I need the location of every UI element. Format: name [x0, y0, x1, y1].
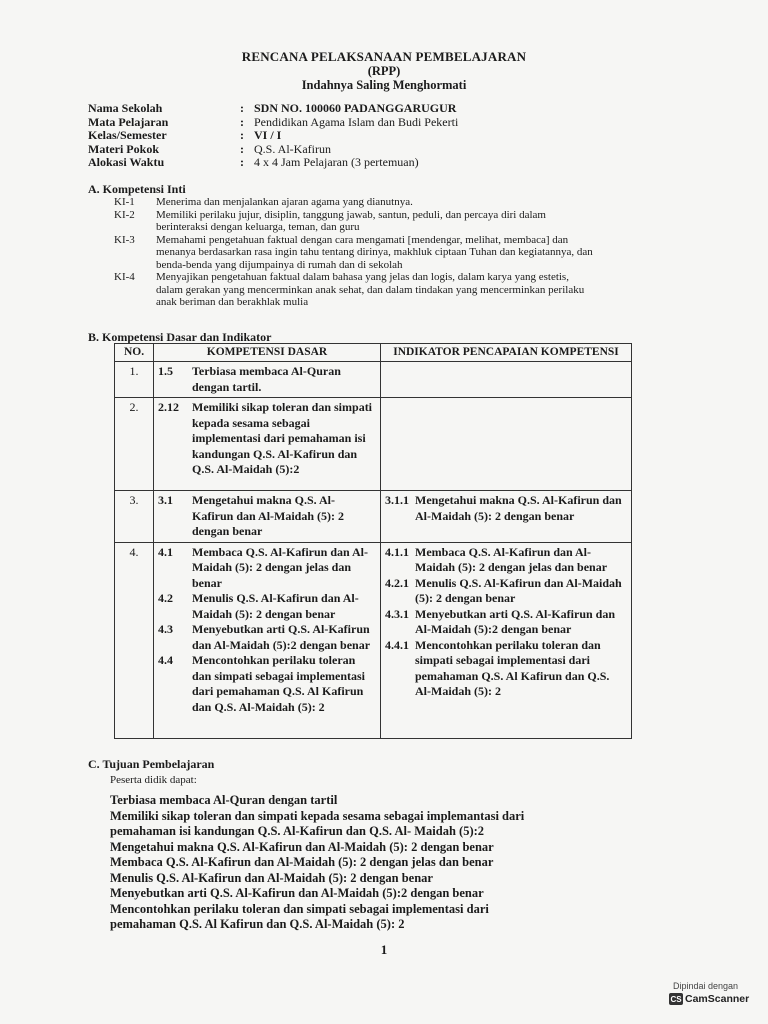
ki-code: KI-2	[114, 208, 135, 221]
page-number: 1	[380, 942, 388, 957]
identity-row	[88, 116, 458, 130]
kd-number: 4.1	[158, 544, 173, 559]
identity-value: SDN NO. 100060 PADANGGARUGUR	[254, 101, 457, 115]
kd-text: Mengetahui makna Q.S. Al-Kafirun dan Al-Maidah (5): 2 dengan benar	[192, 493, 345, 538]
kd-number: 4.3	[158, 622, 173, 636]
kd-cell	[154, 398, 381, 491]
identity-colon: :	[240, 114, 244, 129]
goal-line: Mencontohkan perilaku toleran dan simpati sebagai implementasi dari	[110, 901, 489, 916]
section-c-heading: C. Tujuan Pembelajaran	[88, 757, 215, 771]
goal-line: pemahaman Q.S. Al Kafirun dan Q.S. Al-Maidah (5): 2	[110, 917, 405, 931]
scanner-brand	[669, 993, 759, 1005]
kd-cell	[154, 491, 381, 543]
kd-text: Mencontohkan perilaku toleran dan simpati sebagai implementasi dari pemahaman Q.S. Al Kafirun dan Q.S. Al-Maidah (5): 2	[192, 653, 366, 714]
identity-label: Materi Pokok	[88, 141, 159, 156]
kd-number: 1.5	[158, 364, 173, 378]
document-title-block	[0, 50, 768, 92]
indikator-number: 4.2.1	[385, 575, 409, 590]
ki-line: anak beriman dan berakhlak mulia	[156, 296, 309, 308]
indikator-text: Mencontohkan perilaku toleran dan simpati sebagai implementasi dari pemahaman Q.S. Al Kafirun dan Q.S. Al-Maidah (5): 2	[415, 637, 610, 698]
indikator-item	[385, 545, 627, 576]
document-theme: Indahnya Saling Menghormati	[301, 78, 467, 92]
ki-text	[156, 196, 648, 209]
kd-text: Memiliki sikap toleran dan simpati kepada sesama sebagai implementasi dari pemahaman isi kandungan Q.S. Al-Kafirun dan Q.S. Al-Maidah (5):2	[192, 400, 373, 476]
camscanner-watermark	[669, 981, 759, 1005]
ki-code: KI-1	[114, 196, 135, 208]
scanner-brand-name: CamScanner	[685, 993, 750, 1005]
ki-line: menanya berdasarkan rasa ingin tahu tentang dirinya, makhluk ciptaan Tuhan dan kegiatannya, dan	[156, 246, 593, 258]
kd-text: Menyebutkan arti Q.S. Al-Kafirun dan Al-Maidah (5):2 dengan benar	[192, 622, 371, 652]
identity-block	[88, 102, 458, 170]
ki-text	[156, 271, 648, 309]
row-number: 1.	[115, 362, 154, 398]
ki-item	[88, 209, 648, 234]
section-tujuan	[88, 757, 648, 933]
indikator-number: 4.3.1	[385, 606, 409, 621]
table-body	[115, 362, 632, 739]
identity-row	[88, 129, 458, 143]
ki-code: KI-4	[114, 271, 135, 283]
goals-list	[88, 793, 648, 933]
table-row	[115, 362, 632, 398]
kd-item	[158, 493, 376, 540]
identity-value: Q.S. Al-Kafirun	[254, 141, 331, 156]
indikator-number: 4.4.1	[385, 637, 409, 652]
identity-colon: :	[240, 128, 244, 142]
ki-line: Memahami pengetahuan faktual dengan cara mengamati [mendengar, melihat, membaca] dan	[156, 233, 569, 246]
identity-row	[88, 102, 458, 116]
ki-code: KI-3	[114, 233, 135, 246]
section-kompetensi-inti	[88, 182, 648, 309]
column-header-no: NO.	[115, 344, 154, 362]
ki-item	[88, 234, 648, 272]
ki-item	[88, 271, 648, 309]
table-row	[115, 491, 632, 543]
kd-item	[158, 622, 376, 653]
ki-text	[156, 209, 648, 234]
document-title: RENCANA PELAKSANAAN PEMBELAJARAN	[241, 49, 527, 64]
indikator-cell	[381, 491, 632, 543]
table-row	[115, 398, 632, 491]
indikator-item	[385, 638, 627, 700]
indikator-item	[385, 493, 627, 524]
table-header-row	[115, 344, 632, 362]
kd-text: Menulis Q.S. Al-Kafirun dan Al-Maidah (5): 2 dengan benar	[192, 591, 359, 621]
section-c-intro: Peserta didik dapat:	[110, 774, 197, 786]
goal-line: Membaca Q.S. Al-Kafirun dan Al-Maidah (5): 2 dengan jelas dan benar	[110, 855, 494, 869]
indikator-text: Menulis Q.S. Al-Kafirun dan Al-Maidah (5): 2 dengan benar	[415, 575, 622, 605]
column-header-indikator: INDIKATOR PENCAPAIAN KOMPETENSI	[381, 344, 632, 362]
indikator-text: Menyebutkan arti Q.S. Al-Kafirun dan Al-Maidah (5):2 dengan benar	[415, 606, 616, 636]
kd-item	[158, 400, 376, 478]
kd-number: 2.12	[158, 400, 179, 414]
ki-text	[156, 234, 648, 272]
identity-colon: :	[240, 141, 244, 156]
ki-line: dalam gerakan yang mencerminkan anak sehat, dan dalam tindakan yang mencerminkan perilaku	[156, 283, 585, 296]
indikator-item	[385, 607, 627, 638]
ki-list	[88, 196, 648, 309]
column-header-kd: KOMPETENSI DASAR	[154, 344, 381, 362]
identity-label: Mata Pelajaran	[88, 114, 169, 129]
identity-label: Nama Sekolah	[88, 101, 163, 115]
indikator-text: Mengetahui makna Q.S. Al-Kafirun dan Al-Maidah (5): 2 dengan benar	[415, 493, 622, 523]
kd-cell	[154, 542, 381, 738]
identity-colon: :	[240, 155, 244, 169]
identity-label: Alokasi Waktu	[88, 155, 165, 169]
identity-row	[88, 156, 458, 170]
ki-item	[88, 196, 648, 209]
kd-text: Terbiasa membaca Al-Quran dengan tartil.	[192, 364, 341, 394]
kd-item	[158, 653, 376, 715]
kd-cell	[154, 362, 381, 398]
document-subtitle: (RPP)	[367, 64, 401, 78]
scanner-caption: Dipindai dengan	[673, 981, 739, 991]
kompetensi-table	[114, 343, 632, 739]
indikator-text: Membaca Q.S. Al-Kafirun dan Al-Maidah (5): 2 dengan jelas dan benar	[415, 544, 608, 574]
indikator-cell	[381, 398, 632, 491]
camscanner-logo-icon: CS	[670, 994, 682, 1004]
ki-line: Menerima dan menjalankan ajaran agama yang dianutnya.	[156, 196, 413, 208]
goal-line: Terbiasa membaca Al-Quran dengan tartil	[110, 793, 338, 807]
indikator-cell	[381, 362, 632, 398]
indikator-cell	[381, 542, 632, 738]
ki-line: Menyajikan pengetahuan faktual dalam bahasa yang jelas dan logis, dalam karya yang estetis,	[156, 271, 569, 283]
kd-number: 4.4	[158, 653, 173, 667]
kd-number: 3.1	[158, 493, 173, 507]
kd-number: 4.2	[158, 591, 173, 605]
goal-line: pemahaman isi kandungan Q.S. Al-Kafirun dan Q.S. Al- Maidah (5):2	[110, 824, 485, 838]
ki-line: benda-benda yang dijumpainya di rumah dan di sekolah	[156, 258, 403, 271]
indikator-number: 4.1.1	[385, 544, 409, 559]
goal-line: Memiliki sikap toleran dan simpati kepada sesama sebagai implemantasi dari	[110, 808, 525, 823]
indikator-number: 3.1.1	[385, 493, 409, 507]
identity-value: Pendidikan Agama Islam dan Budi Pekerti	[254, 114, 459, 129]
kd-text: Membaca Q.S. Al-Kafirun dan Al-Maidah (5): 2 dengan jelas dan benar	[192, 544, 369, 590]
section-b-heading: B. Kompetensi Dasar dan Indikator	[88, 330, 272, 344]
identity-value: VI / I	[254, 128, 282, 142]
row-number: 4.	[115, 542, 154, 738]
identity-row	[88, 143, 458, 157]
identity-value: 4 x 4 Jam Pelajaran (3 pertemuan)	[254, 155, 419, 169]
ki-line: berinteraksi dengan keluarga, teman, dan guru	[156, 221, 360, 233]
indikator-item	[385, 576, 627, 607]
section-a-heading: A. Kompetensi Inti	[88, 182, 186, 196]
row-number: 3.	[115, 491, 154, 543]
ki-line: Memiliki perilaku jujur, disiplin, tanggung jawab, santun, peduli, dan percaya diri dalam	[156, 208, 546, 221]
identity-colon: :	[240, 101, 244, 115]
table-row	[115, 542, 632, 738]
goal-line: Mengetahui makna Q.S. Al-Kafirun dan Al-Maidah (5): 2 dengan benar	[110, 839, 494, 854]
kd-item	[158, 591, 376, 622]
goal-line: Menyebutkan arti Q.S. Al-Kafirun dan Al-Maidah (5):2 dengan benar	[110, 886, 484, 900]
kd-item	[158, 545, 376, 592]
row-number: 2.	[115, 398, 154, 491]
kd-item	[158, 364, 376, 395]
goal-line: Menulis Q.S. Al-Kafirun dan Al-Maidah (5): 2 dengan benar	[110, 870, 433, 885]
identity-label: Kelas/Semester	[88, 128, 167, 142]
